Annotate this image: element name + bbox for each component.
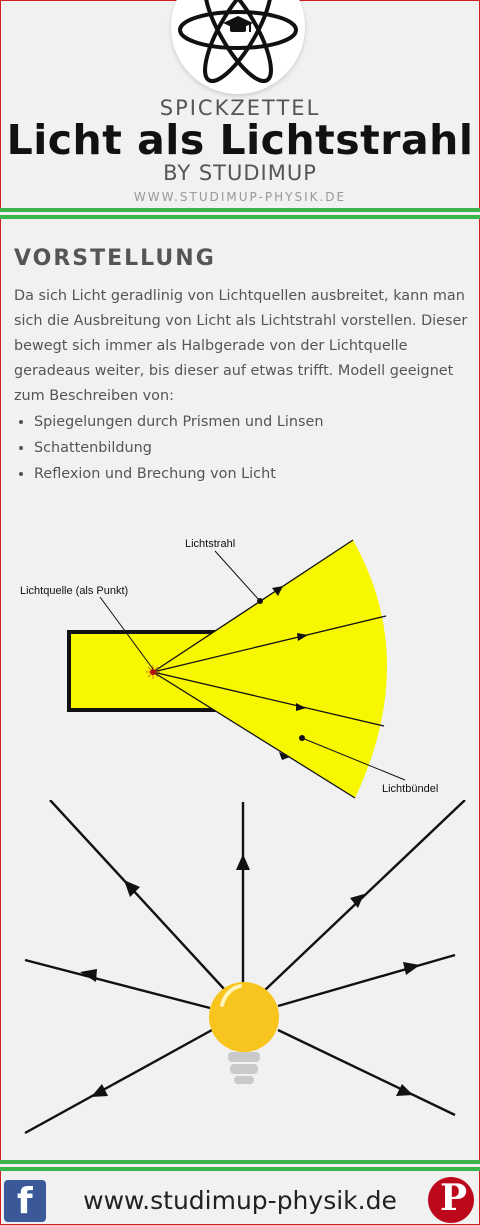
list-item: • Spiegelungen durch Prismen und Linsen xyxy=(34,409,476,435)
light-bulb-icon xyxy=(209,982,279,1084)
bullet-list xyxy=(14,409,476,487)
label-ray: Lichtstrahl xyxy=(185,538,236,550)
studimup-logo xyxy=(171,0,305,94)
label-bundle: Lichtbündel xyxy=(382,783,439,795)
section-paragraph: Da sich Licht geradlinig von Lichtquellen ausbreitet, kann man sich die Ausbreitung von Licht als Lichtstrahl vorstellen. Dieser bewegt sich immer als Halbgerade von der Lichtquelle geradeaus weiter, bis dieser auf etwas trifft. Modell geeignet zum Beschreiben von: xyxy=(14,288,468,404)
light-beam-diagram xyxy=(0,530,480,805)
header-top-label: SPICKZETTEL xyxy=(159,96,321,120)
list-item: • Reflexion und Brechung von Licht xyxy=(34,461,476,487)
pinterest-icon[interactable]: P xyxy=(428,1177,474,1223)
section-title: VORSTELLUNG xyxy=(14,246,216,271)
list-item: • Schattenbildung xyxy=(34,435,476,461)
footer-divider xyxy=(0,1160,480,1171)
light-bulb-diagram xyxy=(0,800,480,1165)
label-source: Lichtquelle (als Punkt) xyxy=(20,585,129,597)
header-url: WWW.STUDIMUP-PHYSIK.DE xyxy=(133,190,347,204)
light-bundle xyxy=(153,540,387,798)
footer-url[interactable]: www.studimup-physik.de xyxy=(83,1186,397,1215)
atom-icon xyxy=(171,0,305,94)
header-divider xyxy=(0,208,480,219)
facebook-icon[interactable]: f xyxy=(4,1180,46,1222)
page-title: Licht als Lichtstrahl xyxy=(6,116,474,164)
section-body xyxy=(14,284,476,487)
header-by-line: BY STUDIMUP xyxy=(163,161,317,185)
